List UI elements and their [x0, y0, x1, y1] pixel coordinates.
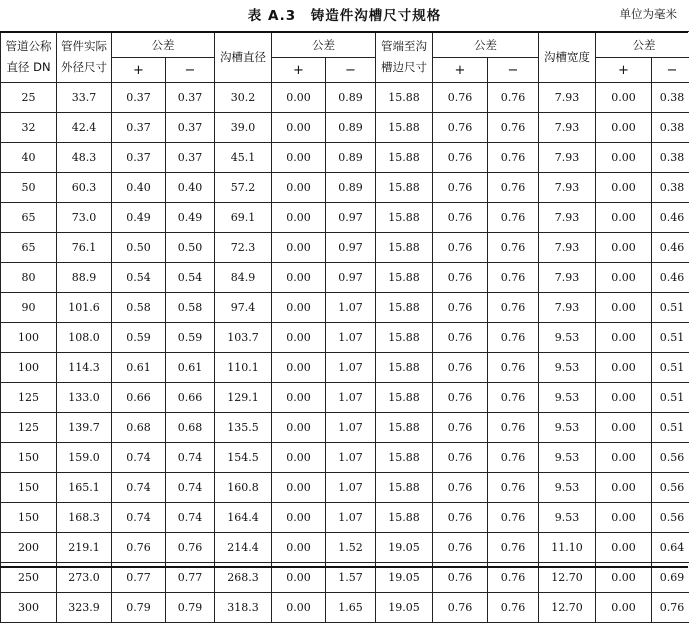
cell-end-minus: 0.76 — [488, 413, 539, 443]
cell-od-plus: 0.79 — [112, 593, 166, 623]
cell-gd-minus: 1.07 — [326, 353, 376, 383]
cell-end-plus: 0.76 — [433, 143, 488, 173]
cell-outer-diameter: 133.0 — [57, 383, 112, 413]
cell-dn: 100 — [1, 353, 57, 383]
cell-end-to-groove: 15.88 — [376, 323, 433, 353]
cell-gw-plus: 0.00 — [596, 533, 652, 563]
cell-groove-diameter: 154.5 — [215, 443, 272, 473]
cell-od-plus: 0.61 — [112, 353, 166, 383]
header-gd-tolerance: 公差 — [272, 32, 376, 58]
cell-end-to-groove: 15.88 — [376, 233, 433, 263]
cell-end-plus: 0.76 — [433, 383, 488, 413]
cell-od-minus: 0.61 — [166, 353, 215, 383]
cell-groove-diameter: 39.0 — [215, 113, 272, 143]
cell-groove-width: 7.93 — [539, 143, 596, 173]
cell-od-plus: 0.66 — [112, 383, 166, 413]
cell-gd-plus: 0.00 — [272, 113, 326, 143]
cell-outer-diameter: 76.1 — [57, 233, 112, 263]
header-groove-diameter: 沟槽直径 — [215, 32, 272, 83]
cell-outer-diameter: 33.7 — [57, 83, 112, 113]
cell-groove-diameter: 69.1 — [215, 203, 272, 233]
cell-groove-diameter: 135.5 — [215, 413, 272, 443]
cell-end-minus: 0.76 — [488, 593, 539, 623]
cell-gd-plus: 0.00 — [272, 173, 326, 203]
cell-dn: 80 — [1, 263, 57, 293]
cell-end-minus: 0.76 — [488, 383, 539, 413]
cell-dn: 100 — [1, 323, 57, 353]
cell-dn: 65 — [1, 233, 57, 263]
cell-od-minus: 0.37 — [166, 83, 215, 113]
cell-gd-plus: 0.00 — [272, 503, 326, 533]
table-row — [1, 443, 689, 473]
cell-end-plus: 0.76 — [433, 83, 488, 113]
cell-end-to-groove: 15.88 — [376, 383, 433, 413]
cell-end-plus: 0.76 — [433, 203, 488, 233]
cell-groove-diameter: 164.4 — [215, 503, 272, 533]
cell-gd-minus: 1.65 — [326, 593, 376, 623]
cell-groove-width: 7.93 — [539, 293, 596, 323]
cell-dn: 200 — [1, 533, 57, 563]
cell-groove-diameter: 84.9 — [215, 263, 272, 293]
cell-outer-diameter: 159.0 — [57, 443, 112, 473]
cell-outer-diameter: 273.0 — [57, 563, 112, 593]
cell-outer-diameter: 114.3 — [57, 353, 112, 383]
cell-end-minus: 0.76 — [488, 113, 539, 143]
cell-end-to-groove: 15.88 — [376, 173, 433, 203]
cell-gw-minus: 0.69 — [652, 563, 689, 593]
cell-end-plus: 0.76 — [433, 563, 488, 593]
header-end-tolerance: 公差 — [433, 32, 539, 58]
cell-dn: 150 — [1, 503, 57, 533]
header-gw-tolerance: 公差 — [596, 32, 689, 58]
header-end-to-groove — [376, 32, 433, 83]
cell-groove-diameter: 129.1 — [215, 383, 272, 413]
cell-groove-diameter: 57.2 — [215, 173, 272, 203]
cell-gw-plus: 0.00 — [596, 353, 652, 383]
table-row — [1, 593, 689, 623]
cell-groove-diameter: 45.1 — [215, 143, 272, 173]
cell-end-minus: 0.76 — [488, 203, 539, 233]
cell-gw-plus: 0.00 — [596, 233, 652, 263]
cell-outer-diameter: 323.9 — [57, 593, 112, 623]
cell-od-minus: 0.76 — [166, 533, 215, 563]
header-end-line2: 槽边尺寸 — [381, 60, 427, 74]
cell-gd-minus: 1.52 — [326, 533, 376, 563]
cell-gw-plus: 0.00 — [596, 83, 652, 113]
cell-end-to-groove: 15.88 — [376, 503, 433, 533]
table-row — [1, 293, 689, 323]
cell-groove-diameter: 110.1 — [215, 353, 272, 383]
cell-gd-plus: 0.00 — [272, 413, 326, 443]
cell-end-plus: 0.76 — [433, 233, 488, 263]
header-dn-line2: 直径 DN — [6, 60, 50, 74]
cell-gw-minus: 0.46 — [652, 203, 689, 233]
cell-gd-minus: 0.89 — [326, 113, 376, 143]
cell-gw-minus: 0.51 — [652, 413, 689, 443]
cell-end-plus: 0.76 — [433, 293, 488, 323]
cell-end-minus: 0.76 — [488, 263, 539, 293]
cell-gw-minus: 0.51 — [652, 293, 689, 323]
cell-gd-minus: 1.07 — [326, 443, 376, 473]
cell-groove-width: 7.93 — [539, 203, 596, 233]
cell-gw-plus: 0.00 — [596, 503, 652, 533]
table-row — [1, 173, 689, 203]
cell-end-to-groove: 15.88 — [376, 443, 433, 473]
cell-groove-width: 7.93 — [539, 233, 596, 263]
header-dn — [1, 32, 57, 83]
cell-dn: 150 — [1, 443, 57, 473]
cell-gd-minus: 1.07 — [326, 323, 376, 353]
cell-groove-width: 12.70 — [539, 563, 596, 593]
header-minus: − — [166, 58, 215, 83]
cell-gd-minus: 1.07 — [326, 473, 376, 503]
cell-od-minus: 0.74 — [166, 473, 215, 503]
cell-end-minus: 0.76 — [488, 353, 539, 383]
cell-gd-plus: 0.00 — [272, 563, 326, 593]
cell-gd-plus: 0.00 — [272, 473, 326, 503]
cell-dn: 90 — [1, 293, 57, 323]
cell-groove-width: 9.53 — [539, 323, 596, 353]
cell-od-plus: 0.74 — [112, 443, 166, 473]
cell-gw-minus: 0.38 — [652, 83, 689, 113]
cell-groove-diameter: 72.3 — [215, 233, 272, 263]
cell-od-minus: 0.58 — [166, 293, 215, 323]
cell-od-minus: 0.77 — [166, 563, 215, 593]
cell-outer-diameter: 219.1 — [57, 533, 112, 563]
cell-gw-minus: 0.56 — [652, 503, 689, 533]
cell-gw-plus: 0.00 — [596, 323, 652, 353]
cell-gd-minus: 0.89 — [326, 143, 376, 173]
cell-end-minus: 0.76 — [488, 563, 539, 593]
cell-outer-diameter: 168.3 — [57, 503, 112, 533]
cell-dn: 32 — [1, 113, 57, 143]
cell-groove-width: 11.10 — [539, 533, 596, 563]
cell-gw-plus: 0.00 — [596, 413, 652, 443]
cell-groove-width: 9.53 — [539, 503, 596, 533]
table-row — [1, 203, 689, 233]
cell-gd-plus: 0.00 — [272, 323, 326, 353]
cell-end-plus: 0.76 — [433, 443, 488, 473]
cell-od-minus: 0.50 — [166, 233, 215, 263]
cell-dn: 125 — [1, 383, 57, 413]
cell-end-minus: 0.76 — [488, 293, 539, 323]
cell-outer-diameter: 73.0 — [57, 203, 112, 233]
cell-od-plus: 0.54 — [112, 263, 166, 293]
cell-gd-minus: 1.07 — [326, 503, 376, 533]
cell-groove-width: 7.93 — [539, 263, 596, 293]
cell-gd-plus: 0.00 — [272, 383, 326, 413]
cell-outer-diameter: 88.9 — [57, 263, 112, 293]
table-row — [1, 143, 689, 173]
table-row — [1, 413, 689, 443]
cell-od-minus: 0.54 — [166, 263, 215, 293]
cell-groove-diameter: 160.8 — [215, 473, 272, 503]
cell-outer-diameter: 139.7 — [57, 413, 112, 443]
cell-gw-minus: 0.56 — [652, 443, 689, 473]
cell-gw-plus: 0.00 — [596, 473, 652, 503]
cell-od-plus: 0.58 — [112, 293, 166, 323]
unit-note: 单位为毫米 — [620, 6, 678, 22]
cell-dn: 65 — [1, 203, 57, 233]
cell-gd-plus: 0.00 — [272, 143, 326, 173]
cell-od-minus: 0.37 — [166, 113, 215, 143]
cell-od-plus: 0.37 — [112, 143, 166, 173]
header-od-line1: 管件实际 — [61, 39, 107, 53]
groove-spec-table — [0, 31, 689, 623]
cell-od-minus: 0.59 — [166, 323, 215, 353]
cell-groove-diameter: 268.3 — [215, 563, 272, 593]
cell-groove-diameter: 318.3 — [215, 593, 272, 623]
cell-gw-plus: 0.00 — [596, 593, 652, 623]
cell-gw-minus: 0.64 — [652, 533, 689, 563]
cell-od-plus: 0.37 — [112, 113, 166, 143]
cell-gd-plus: 0.00 — [272, 443, 326, 473]
table-row — [1, 533, 689, 563]
table-title: 表 A.3 铸造件沟槽尺寸规格 — [0, 4, 689, 24]
cell-od-minus: 0.74 — [166, 443, 215, 473]
cell-dn: 40 — [1, 143, 57, 173]
cell-end-to-groove: 15.88 — [376, 413, 433, 443]
cell-end-minus: 0.76 — [488, 443, 539, 473]
header-outer-diameter — [57, 32, 112, 83]
table-row — [1, 353, 689, 383]
cell-groove-width: 12.70 — [539, 593, 596, 623]
cell-gd-plus: 0.00 — [272, 203, 326, 233]
cell-outer-diameter: 108.0 — [57, 323, 112, 353]
header-minus: − — [652, 58, 689, 83]
cell-gw-minus: 0.76 — [652, 593, 689, 623]
cell-groove-diameter: 97.4 — [215, 293, 272, 323]
cell-gd-plus: 0.00 — [272, 533, 326, 563]
cell-outer-diameter: 42.4 — [57, 113, 112, 143]
cell-od-plus: 0.49 — [112, 203, 166, 233]
cell-end-to-groove: 15.88 — [376, 83, 433, 113]
cell-end-to-groove: 15.88 — [376, 293, 433, 323]
table-row — [1, 113, 689, 143]
table-row — [1, 233, 689, 263]
cell-od-minus: 0.79 — [166, 593, 215, 623]
cell-od-plus: 0.50 — [112, 233, 166, 263]
cell-gw-plus: 0.00 — [596, 563, 652, 593]
cell-gd-minus: 0.97 — [326, 263, 376, 293]
cell-gd-plus: 0.00 — [272, 293, 326, 323]
cell-end-to-groove: 19.05 — [376, 563, 433, 593]
cell-gw-minus: 0.46 — [652, 233, 689, 263]
cell-end-minus: 0.76 — [488, 503, 539, 533]
cell-od-minus: 0.37 — [166, 143, 215, 173]
cell-od-minus: 0.49 — [166, 203, 215, 233]
cell-od-plus: 0.74 — [112, 473, 166, 503]
cell-od-minus: 0.68 — [166, 413, 215, 443]
cell-end-minus: 0.76 — [488, 533, 539, 563]
table-row — [1, 323, 689, 353]
cell-end-to-groove: 15.88 — [376, 353, 433, 383]
cell-end-to-groove: 15.88 — [376, 263, 433, 293]
cell-gd-minus: 0.89 — [326, 83, 376, 113]
cell-end-to-groove: 15.88 — [376, 113, 433, 143]
cell-dn: 250 — [1, 563, 57, 593]
cell-gw-plus: 0.00 — [596, 293, 652, 323]
cell-od-plus: 0.74 — [112, 503, 166, 533]
cell-od-minus: 0.66 — [166, 383, 215, 413]
cell-dn: 25 — [1, 83, 57, 113]
header-plus: + — [112, 58, 166, 83]
cell-od-plus: 0.59 — [112, 323, 166, 353]
cell-end-plus: 0.76 — [433, 353, 488, 383]
header-od-line2: 外径尺寸 — [61, 60, 107, 74]
cell-gd-minus: 1.07 — [326, 413, 376, 443]
cell-gw-minus: 0.51 — [652, 383, 689, 413]
cell-outer-diameter: 48.3 — [57, 143, 112, 173]
cell-end-plus: 0.76 — [433, 413, 488, 443]
cell-end-plus: 0.76 — [433, 113, 488, 143]
cell-end-to-groove: 15.88 — [376, 203, 433, 233]
cell-groove-width: 7.93 — [539, 173, 596, 203]
cell-gw-plus: 0.00 — [596, 173, 652, 203]
table-row — [1, 563, 689, 593]
table-body — [1, 83, 689, 623]
cell-gd-minus: 1.07 — [326, 383, 376, 413]
table-row — [1, 473, 689, 503]
cell-groove-width: 9.53 — [539, 473, 596, 503]
cell-end-plus: 0.76 — [433, 473, 488, 503]
header-minus: − — [488, 58, 539, 83]
cell-dn: 125 — [1, 413, 57, 443]
cell-end-minus: 0.76 — [488, 233, 539, 263]
cell-gw-plus: 0.00 — [596, 443, 652, 473]
cell-groove-width: 7.93 — [539, 113, 596, 143]
cell-gw-minus: 0.38 — [652, 113, 689, 143]
header-end-line1: 管端至沟 — [381, 39, 427, 53]
header-plus: + — [596, 58, 652, 83]
cell-od-minus: 0.40 — [166, 173, 215, 203]
cell-od-plus: 0.77 — [112, 563, 166, 593]
cell-gd-minus: 1.57 — [326, 563, 376, 593]
cell-gd-minus: 1.07 — [326, 293, 376, 323]
cell-groove-width: 7.93 — [539, 83, 596, 113]
cell-end-to-groove: 15.88 — [376, 473, 433, 503]
cell-groove-diameter: 30.2 — [215, 83, 272, 113]
cell-end-plus: 0.76 — [433, 503, 488, 533]
cell-end-to-groove: 15.88 — [376, 143, 433, 173]
cell-end-plus: 0.76 — [433, 593, 488, 623]
cell-gd-plus: 0.00 — [272, 353, 326, 383]
cell-dn: 300 — [1, 593, 57, 623]
cell-end-minus: 0.76 — [488, 143, 539, 173]
cell-gw-minus: 0.51 — [652, 323, 689, 353]
cell-dn: 50 — [1, 173, 57, 203]
cell-groove-width: 9.53 — [539, 353, 596, 383]
cell-gw-plus: 0.00 — [596, 263, 652, 293]
cell-gw-minus: 0.46 — [652, 263, 689, 293]
table-row — [1, 383, 689, 413]
cell-gd-plus: 0.00 — [272, 593, 326, 623]
cell-gw-minus: 0.38 — [652, 173, 689, 203]
cell-end-plus: 0.76 — [433, 533, 488, 563]
table-row — [1, 263, 689, 293]
cell-od-plus: 0.37 — [112, 83, 166, 113]
cell-od-plus: 0.76 — [112, 533, 166, 563]
header-plus: + — [272, 58, 326, 83]
cell-end-minus: 0.76 — [488, 323, 539, 353]
cell-end-minus: 0.76 — [488, 473, 539, 503]
cell-groove-width: 9.53 — [539, 383, 596, 413]
table-row — [1, 503, 689, 533]
cell-od-plus: 0.40 — [112, 173, 166, 203]
header-dn-line1: 管道公称 — [6, 39, 52, 53]
cell-od-plus: 0.68 — [112, 413, 166, 443]
cell-gw-plus: 0.00 — [596, 383, 652, 413]
cell-end-plus: 0.76 — [433, 323, 488, 353]
table-row — [1, 83, 689, 113]
cell-gw-plus: 0.00 — [596, 113, 652, 143]
cell-end-to-groove: 19.05 — [376, 533, 433, 563]
header-minus: − — [326, 58, 376, 83]
cell-dn: 150 — [1, 473, 57, 503]
header-od-tolerance: 公差 — [112, 32, 215, 58]
cell-end-plus: 0.76 — [433, 173, 488, 203]
cell-gd-minus: 0.97 — [326, 203, 376, 233]
cell-groove-diameter: 214.4 — [215, 533, 272, 563]
cell-gd-minus: 0.89 — [326, 173, 376, 203]
cell-outer-diameter: 101.6 — [57, 293, 112, 323]
header-plus: + — [433, 58, 488, 83]
cell-gw-plus: 0.00 — [596, 203, 652, 233]
cell-end-minus: 0.76 — [488, 83, 539, 113]
cell-groove-diameter: 103.7 — [215, 323, 272, 353]
cell-end-plus: 0.76 — [433, 263, 488, 293]
cell-groove-width: 9.53 — [539, 443, 596, 473]
cell-gw-minus: 0.51 — [652, 353, 689, 383]
cell-gw-minus: 0.56 — [652, 473, 689, 503]
cell-outer-diameter: 165.1 — [57, 473, 112, 503]
cell-gw-plus: 0.00 — [596, 143, 652, 173]
cell-od-minus: 0.74 — [166, 503, 215, 533]
cell-gw-minus: 0.38 — [652, 143, 689, 173]
cell-outer-diameter: 60.3 — [57, 173, 112, 203]
cell-gd-minus: 0.97 — [326, 233, 376, 263]
header-groove-width: 沟槽宽度 — [539, 32, 596, 83]
cell-end-to-groove: 19.05 — [376, 593, 433, 623]
cell-end-minus: 0.76 — [488, 173, 539, 203]
cell-gd-plus: 0.00 — [272, 233, 326, 263]
cell-groove-width: 9.53 — [539, 413, 596, 443]
cell-gd-plus: 0.00 — [272, 83, 326, 113]
cell-gd-plus: 0.00 — [272, 263, 326, 293]
